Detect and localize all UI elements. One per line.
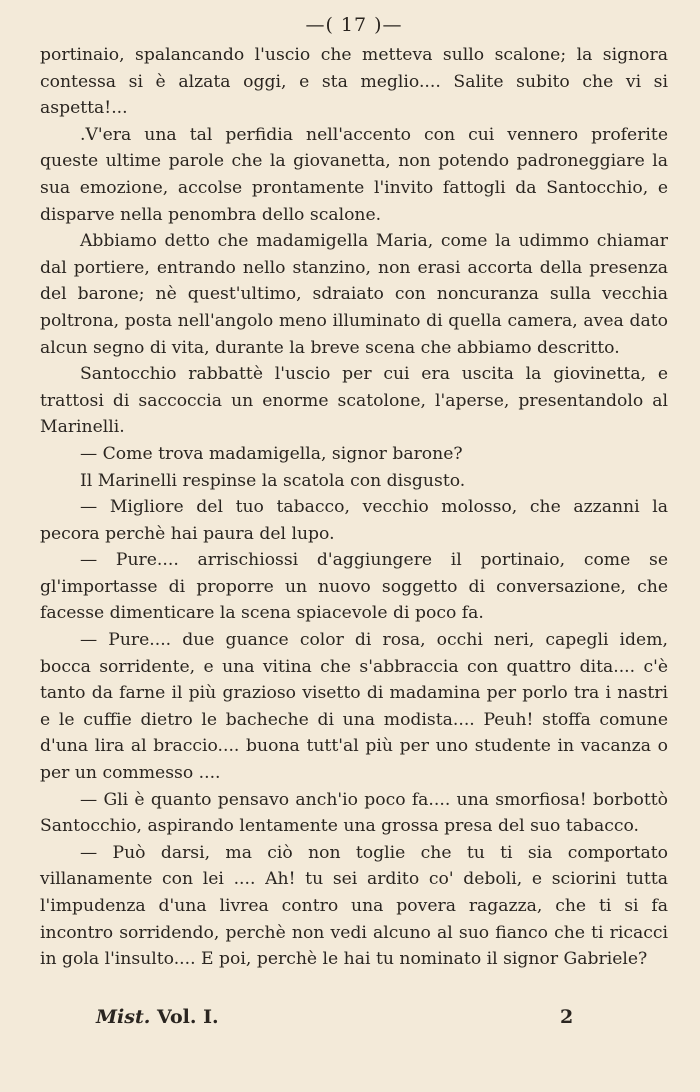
paragraph: — Come trova madamigella, signor barone? bbox=[80, 443, 463, 464]
signature-mark bbox=[96, 1006, 219, 1028]
sheet-number: 2 bbox=[560, 1006, 574, 1028]
paragraph: Santocchio rabbattè l'uscio per cui era uscita la giovinetta, e trattosi di saccoccia un enorme scatolone, l'aperse, presentandolo al Marinelli. bbox=[40, 364, 668, 438]
page-body bbox=[40, 42, 668, 973]
paragraph: — Pure.... due guance color di rosa, occhi neri, capegli idem, bocca sorridente, e una vitina che s'abbraccia con quattro dita.... c'è tanto da farne il più grazioso visetto di madamina per porlo tra i nastri e le cuffie dietro le bacheche di una modista.... Peuh! stoffa comune d'una lira al braccio.... buona tutt'al più per uno studente in vacanza o per un commesso .... bbox=[40, 630, 668, 784]
paragraph: — Pure.... arrischiossi d'aggiungere il portinaio, come se gl'importasse di proporre un nuovo soggetto di conversazione, che facesse dimenticare la scena spiacevole di poco fa. bbox=[40, 550, 668, 624]
page-header: —( 17 )— bbox=[305, 14, 403, 36]
paragraph: .V'era una tal perfidia nell'accento con cui vennero proferite queste ultime parole che la giovanetta, non potendo padroneggiare la sua emozione, accolse prontamente l'invito fattogli da Santocchio, e disparve nella penombra dello scalone. bbox=[40, 124, 668, 225]
paragraph: Il Marinelli respinse la scatola con disgusto. bbox=[80, 470, 466, 491]
paragraph: — Migliore del tuo tabacco, vecchio molosso, che azzanni la pecora perchè hai paura del lupo. bbox=[40, 497, 668, 544]
volume-label: Vol. I. bbox=[156, 1006, 219, 1028]
paragraph: portinaio, spalancando l'uscio che metteva sullo scalone; la signora contessa si è alzata oggi, e sta meglio.... Salite subito che vi si aspetta!... bbox=[40, 45, 668, 119]
paragraph: — Può darsi, ma ciò non toglie che tu ti sia comportato villanamente con lei .... Ah! tu sei ardito co' deboli, e sciorini tutta l'impudenza d'una livrea contro una povera ragazza, che ti si fa incontro sorridendo, perchè non vedi alcuno al suo fianco che ti ricacci in gola l'insulto.... E poi, perchè le hai tu nominato il signor Gabriele? bbox=[40, 842, 668, 970]
signature-abbrev: Mist. bbox=[96, 1006, 151, 1028]
paragraph: — Gli è quanto pensavo anch'io poco fa.... una smorfiosa! borbottò Santocchio, aspirando lentamente una grossa presa del suo tabacco. bbox=[40, 789, 668, 837]
paragraph: Abbiamo detto che madamigella Maria, come la udimmo chiamar dal portiere, entrando nello stanzino, non erasi accorta della presenza del barone; nè quest'ultimo, sdraiato con noncuranza sulla vecchia poltrona, posta nell'angolo meno illuminato di quella camera, avea dato alcun segno di vita, durante la breve scena che abbiamo descritto. bbox=[40, 231, 668, 358]
